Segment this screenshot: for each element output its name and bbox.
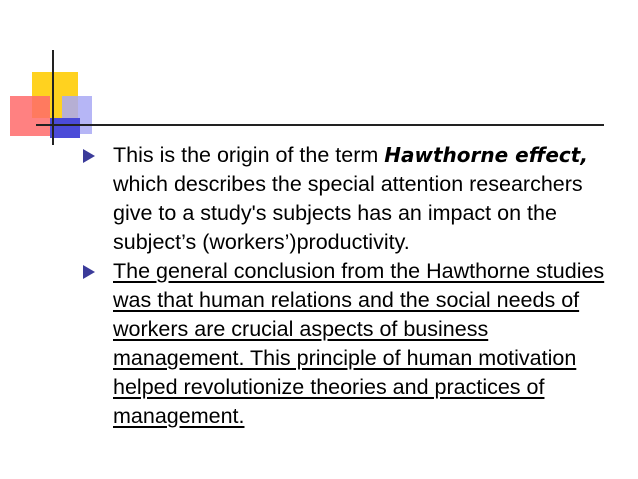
decorative-red-square [10,96,50,136]
hawthorne-effect-term: Hawthorne effect, [384,143,588,167]
bullet-item-origin [80,141,625,257]
triangle-bullet-icon [83,265,95,279]
conclusion-text: The general conclusion from the Hawthorne studies was that human relations and the social needs of workers are crucial aspects of business management. This principle of human motivation helped revolutionize theories and practices of management. [113,259,605,428]
bullet-item-conclusion [80,257,625,431]
triangle-bullet-icon [83,149,95,163]
bullet-text-after: which describes the special attention researchers give to a study's subjects has an impact on the subject’s (workers’)productivity. [113,172,583,254]
decorative-vertical-rule [52,50,54,145]
slide-bullet-list [80,141,625,431]
title-divider-line [36,124,604,126]
decorative-blue-square [50,118,80,138]
bullet-text-before: This is the origin of the term [113,143,385,167]
